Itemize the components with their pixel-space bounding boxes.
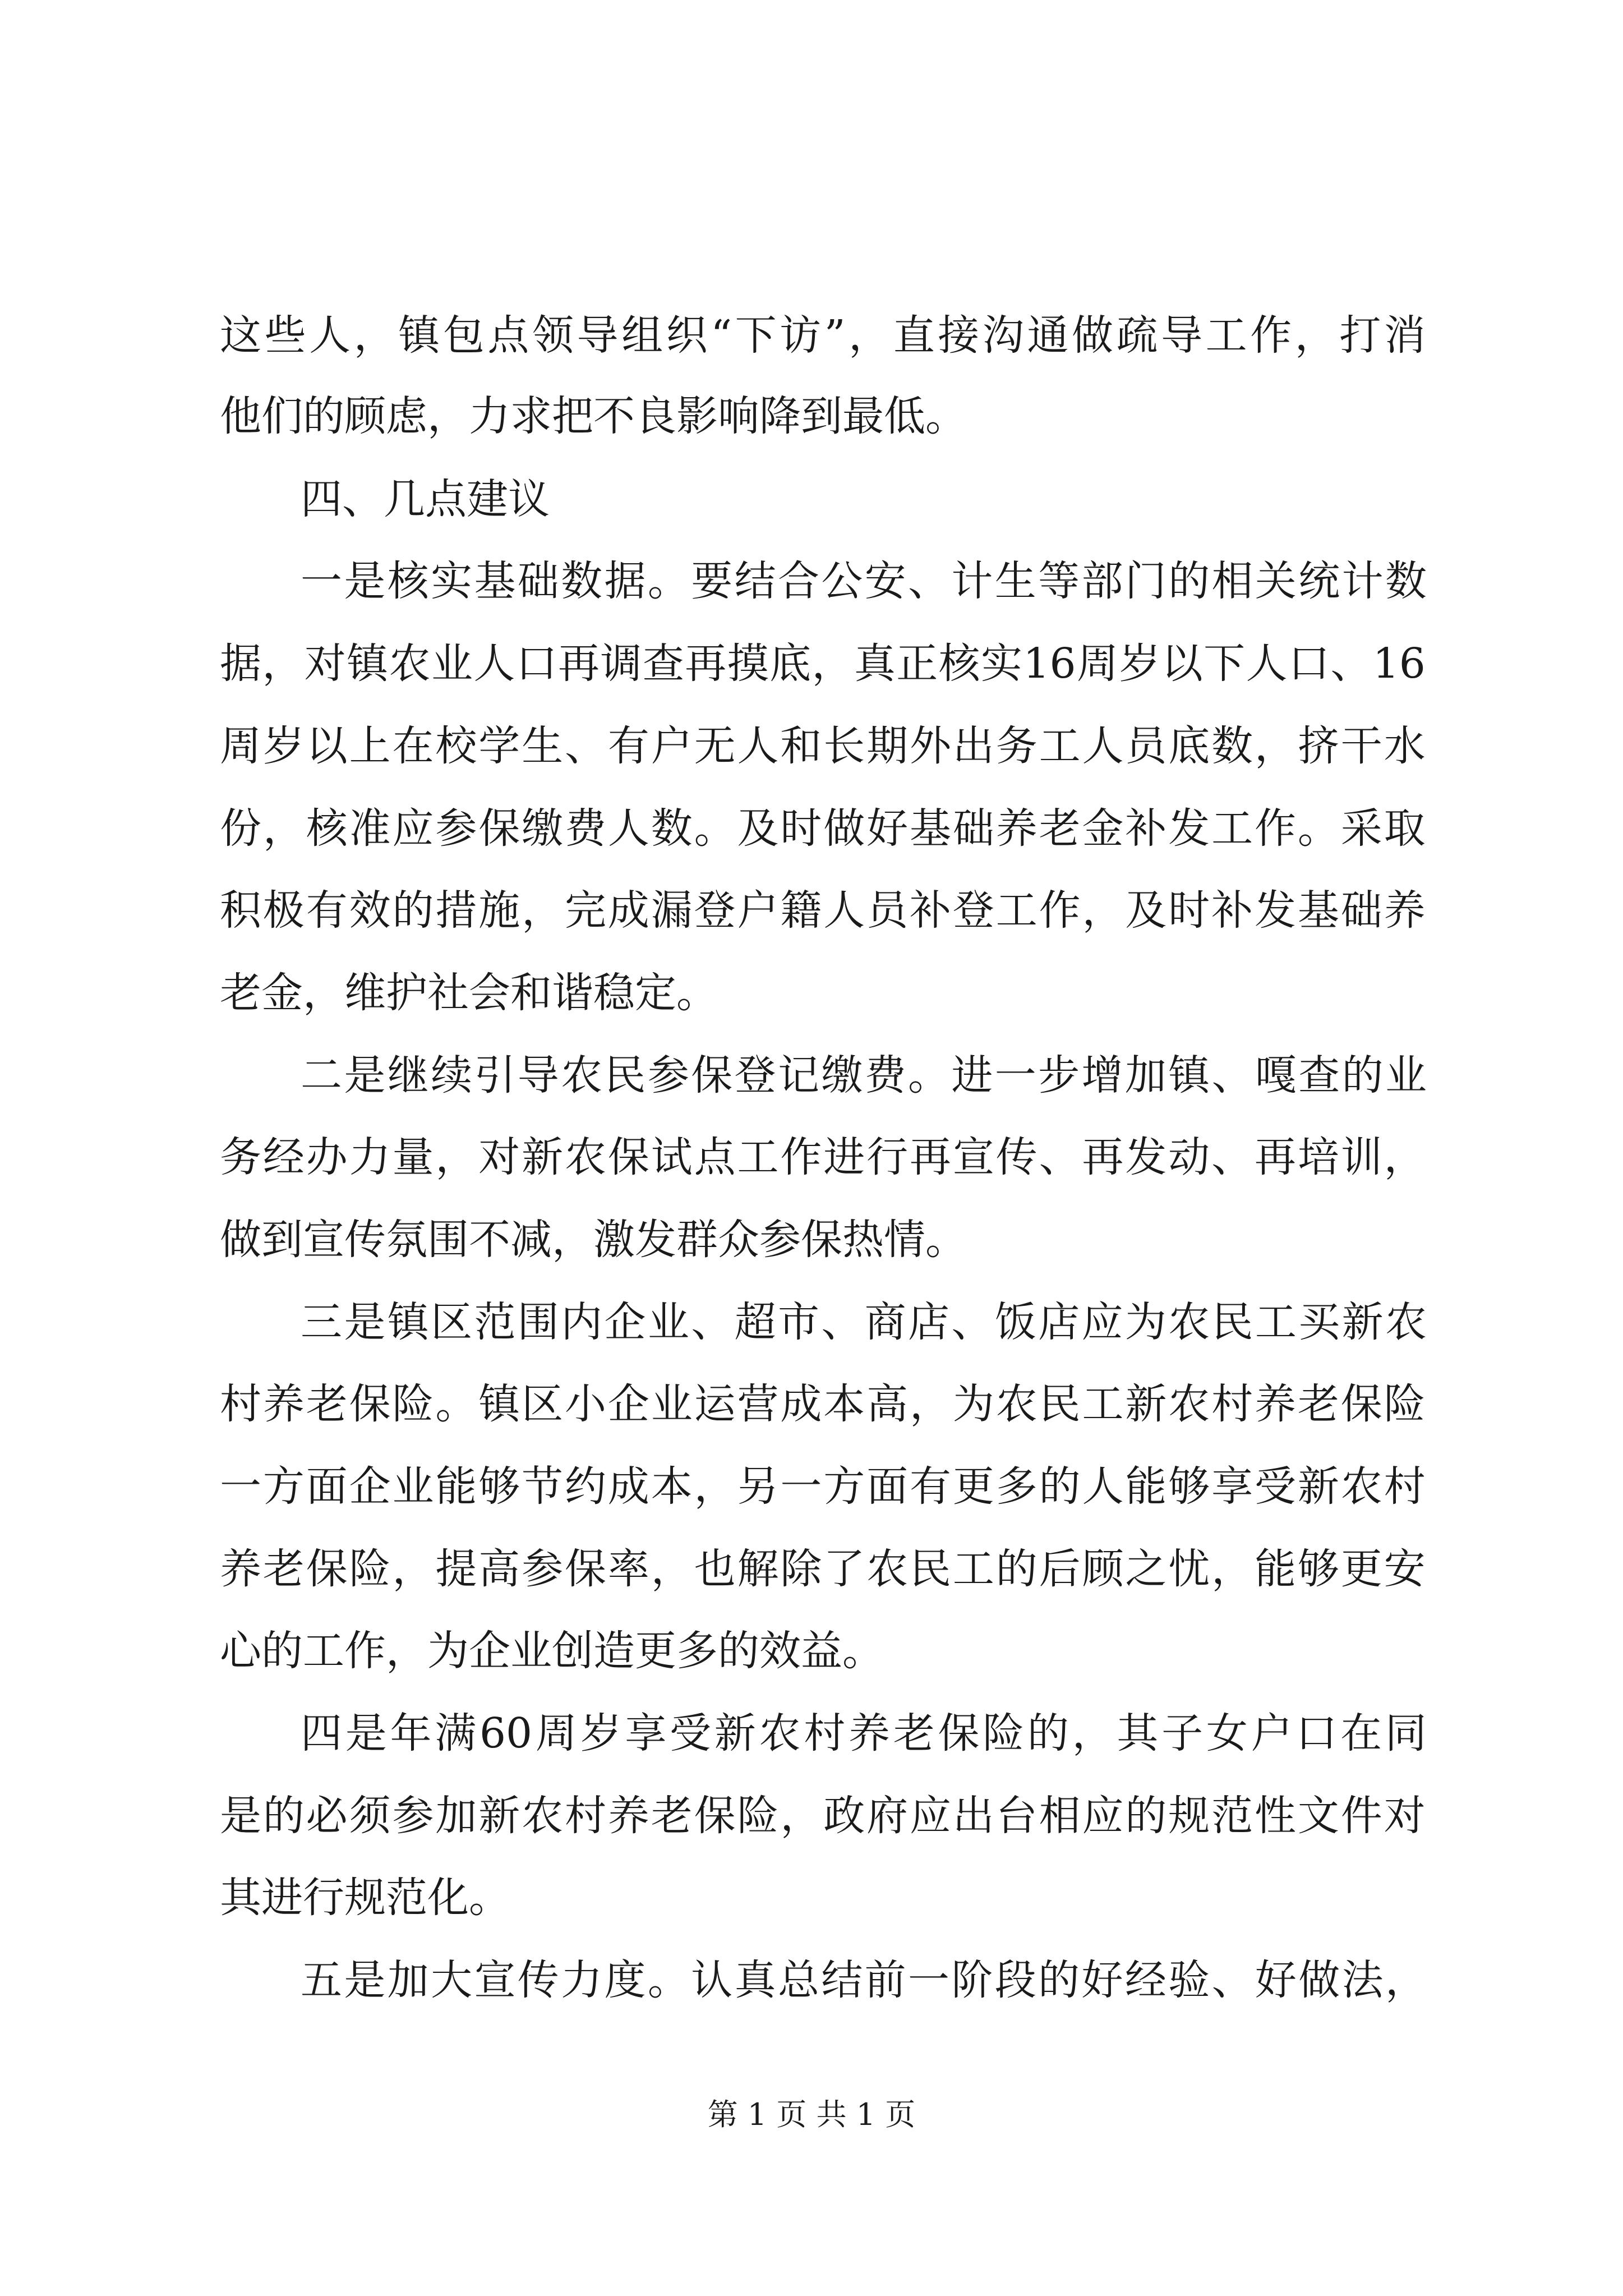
- body-line-17: 心的工作，为企业创造更多的效益。: [220, 1627, 884, 1675]
- body-line-4: 一 是 核 实 基 础 数 据 。 要 结 合 公 安 、 计 生 等 部 门 的 相 关 统 计 数: [301, 557, 1427, 605]
- body-line-6: 周 岁 以 上 在 校 学 生 、 有 户 无 人 和 长 期 外 出 务 工 人 员 底 数 ， 挤 干 水: [220, 722, 1426, 770]
- body-line-21: 五 是 加 大 宣 传 力 度 。 认 真 总 结 前 一 阶 段 的 好 经 验 、 好 做 法 ，: [301, 1956, 1427, 2004]
- body-line-11: 务 经 办 力 量 ， 对 新 农 保 试 点 工 作 进 行 再 宣 传 、 再 发 动 、 再 培 训 ，: [220, 1133, 1426, 1181]
- body-line-10: 二 是 继 续 引 导 农 民 参 保 登 记 缴 费 。 进 一 步 增 加 镇 、 嘎 查 的 业: [301, 1051, 1427, 1099]
- body-line-2: 他们的顾虑，力求把不良影响降到最低。: [220, 392, 967, 440]
- body-line-8: 积 极 有 效 的 措 施 ， 完 成 漏 登 户 籍 人 员 补 登 工 作 ， 及 时 补 发 基 础 养: [220, 886, 1426, 935]
- body-line-1: 这 些 人 ， 镇 包 点 领 导 组 织 “ 下 访 ” ， 直 接 沟 通 做 疏 导 工 作 ， 打 消: [220, 311, 1426, 360]
- body-line-19: 是 的 必 须 参 加 新 农 村 养 老 保 险 ， 政 府 应 出 台 相 应 的 规 范 性 文 件 对: [220, 1792, 1426, 1840]
- body-line-20: 其进行规范化。: [220, 1874, 510, 1922]
- body-line-18: 四 是 年 满 60 周 岁 享 受 新 农 村 养 老 保 险 的 ， 其 子 女 户 口 在 同: [301, 1709, 1427, 1757]
- page-footer: 第 1 页 共 1 页: [707, 2097, 916, 2132]
- section-heading: 四、几点建议: [301, 475, 550, 523]
- body-line-16: 养 老 保 险 ， 提 高 参 保 率 ， 也 解 除 了 农 民 工 的 后 顾 之 忧 ， 能 够 更 安: [220, 1545, 1426, 1593]
- body-line-15: 一 方 面 企 业 能 够 节 约 成 本 ， 另 一 方 面 有 更 多 的 人 能 够 享 受 新 农 村: [220, 1462, 1426, 1511]
- body-line-14: 村 养 老 保 险 。 镇 区 小 企 业 运 营 成 本 高 ， 为 农 民 工 新 农 村 养 老 保 险: [220, 1380, 1426, 1428]
- body-line-5: 据 ， 对 镇 农 业 人 口 再 调 查 再 摸 底 ， 真 正 核 实 16 周 岁 以 下 人 口 、 16: [220, 639, 1426, 688]
- body-line-12: 做到宣传氛围不减，激发群众参保热情。: [220, 1216, 967, 1264]
- body-line-9: 老金，维护社会和谐稳定。: [220, 969, 718, 1017]
- body-line-13: 三 是 镇 区 范 围 内 企 业 、 超 市 、 商 店 、 饭 店 应 为 农 民 工 买 新 农: [301, 1298, 1427, 1346]
- body-line-7: 份 ， 核 准 应 参 保 缴 费 人 数 。 及 时 做 好 基 础 养 老 金 补 发 工 作 。 采 取: [220, 804, 1426, 853]
